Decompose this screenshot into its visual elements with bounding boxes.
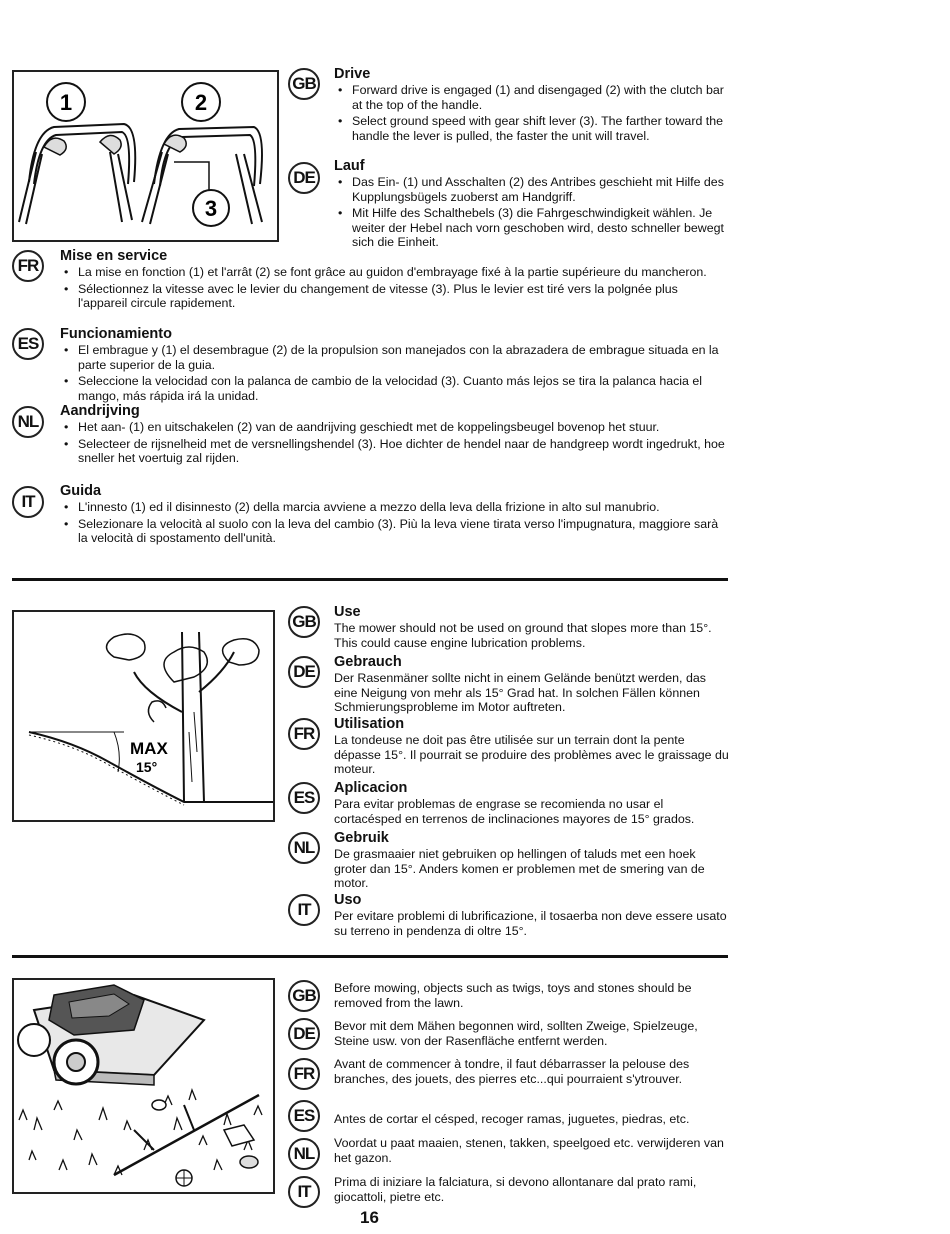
drive-nl-item: • Selecteer de rijsnelheid met de versnellingshendel (3). Hoe dichter de hendel naar de handgreep wordt ingedrukt, hoe sneller het voertuig zal rijden. bbox=[78, 437, 730, 466]
drive-de-title: Lauf bbox=[334, 158, 365, 174]
drive-es-item: • El embrague y (1) el desembrague (2) de la propulsion son manejados con la abrazadera de embrague situada en la parte superior de la guia. bbox=[78, 343, 730, 372]
lang-badge-de-prep: DE bbox=[288, 1018, 320, 1050]
drive-gb-item: • Select ground speed with gear shift lever (3). The farther toward the handle the lever is pulled, the faster the unit will travel. bbox=[352, 114, 729, 143]
lang-badge-fr-drive: FR bbox=[12, 250, 44, 282]
drive-nl-title: Aandrijving bbox=[60, 403, 140, 419]
angle-label: 15° bbox=[136, 759, 158, 775]
slope-figure bbox=[12, 610, 275, 822]
prep-it-block bbox=[334, 1175, 729, 1204]
use-fr-block bbox=[334, 716, 729, 777]
lang-badge-de-drive: DE bbox=[288, 162, 320, 194]
mower-lawn-illustration bbox=[14, 980, 273, 1192]
drive-fr-item: • La mise en fonction (1) et l'arrât (2) se font grâce au guidon d'embrayage fixé à la partie supérieure du mancheron. bbox=[78, 265, 730, 280]
use-es-block bbox=[334, 780, 729, 826]
use-de-title: Gebrauch bbox=[334, 654, 402, 670]
drive-fr-title: Mise en service bbox=[60, 248, 168, 264]
prep-de-block bbox=[334, 1019, 729, 1048]
drive-gb-item: • Forward drive is engaged (1) and disengaged (2) with the clutch bar at the top of the handle. bbox=[352, 83, 729, 112]
lang-badge-fr-prep: FR bbox=[288, 1058, 320, 1090]
lang-badge-gb-use: GB bbox=[288, 606, 320, 638]
lang-badge-fr-use: FR bbox=[288, 718, 320, 750]
use-gb-text: The mower should not be used on ground that slopes more than 15°. This could cause engine lubrication problems. bbox=[334, 621, 712, 650]
prep-fr-text: Avant de commencer à tondre, il faut débarrasser la pelouse des branches, des jouets, des pierres etc...qui pourraient s'ytrouver. bbox=[334, 1057, 690, 1086]
lang-badge-it-use: IT bbox=[288, 894, 320, 926]
handle-clutch-illustration bbox=[14, 72, 277, 240]
drive-it-item: • L'innesto (1) ed il disinnesto (2) della marcia avviene a mezzo della leva della frizione in alto sul manubrio. bbox=[78, 500, 730, 515]
prep-gb-text: Before mowing, objects such as twigs, toys and stones should be removed from the lawn. bbox=[334, 981, 692, 1010]
lang-badge-gb-drive: GB bbox=[288, 68, 320, 100]
prep-gb-block bbox=[334, 981, 729, 1010]
drive-it-title: Guida bbox=[60, 483, 102, 499]
prep-es-text: Antes de cortar el césped, recoger ramas, juguetes, piedras, etc. bbox=[334, 1112, 690, 1126]
label-1-text: 1 bbox=[59, 90, 73, 115]
drive-it-item: • Selezionare la velocità al suolo con la leva del cambio (3). Più la leva viene tirata verso l'impugnatura, maggiore sarà la velocità di spostamento dell'unità. bbox=[78, 517, 730, 546]
drive-fr-item: • Sélectionnez la vitesse avec le levier du changement de vitesse (3). Plus le levier est tiré vers la polgnée plus l'appareil circule rapidement. bbox=[78, 282, 730, 311]
label-2-text: 2 bbox=[194, 90, 208, 115]
prep-de-text: Bevor mit dem Mähen begonnen wird, sollten Zweige, Spielzeuge, Steine usw. von der Rasenfläche entfernt werden. bbox=[334, 1019, 698, 1048]
drive-nl-block bbox=[60, 403, 730, 468]
use-nl-block bbox=[334, 830, 729, 891]
lang-badge-es-use: ES bbox=[288, 782, 320, 814]
lang-badge-gb-prep: GB bbox=[288, 980, 320, 1012]
use-es-title: Aplicacion bbox=[334, 780, 408, 796]
use-gb-title: Use bbox=[334, 604, 361, 620]
drive-gb-block bbox=[334, 66, 729, 145]
page-number: 16 bbox=[360, 1208, 379, 1227]
lang-badge-es-drive: ES bbox=[12, 328, 44, 360]
lang-badge-nl-prep: NL bbox=[288, 1138, 320, 1170]
section-divider bbox=[12, 955, 728, 958]
drive-gb-title: Drive bbox=[334, 66, 371, 82]
drive-de-item: • Das Ein- (1) und Asschalten (2) des Antribes geschieht mit Hilfe des Kupplungsbügels zuoberst am Handgriff. bbox=[352, 175, 729, 204]
drive-figure bbox=[12, 70, 279, 242]
use-it-text: Per evitare problemi di lubrificazione, il tosaerba non deve essere usato su terreno in pendenza di oltre 15°. bbox=[334, 909, 727, 938]
drive-fr-block bbox=[60, 248, 730, 313]
prep-fr-block bbox=[334, 1057, 729, 1086]
drive-nl-item: • Het aan- (1) en uitschakelen (2) van de aandrijving geschiedt met de koppelingsbeugel bovenop het stuur. bbox=[78, 420, 730, 435]
lang-badge-es-prep: ES bbox=[288, 1100, 320, 1132]
use-de-text: Der Rasenmäner sollte nicht in einem Gelände benützt werden, das eine Neigung von mehr als 15° Grad hat. In solchen Fällen können Schmierungsprobleme im Motor auftreten. bbox=[334, 671, 706, 715]
lang-badge-nl-use: NL bbox=[288, 832, 320, 864]
use-fr-title: Utilisation bbox=[334, 716, 405, 732]
use-fr-text: La tondeuse ne doit pas être utilisée sur un terrain dont la pente dépasse 15°. Il pourrait se produire des problèmes avec le graissage du moteur. bbox=[334, 733, 729, 777]
drive-es-title: Funcionamiento bbox=[60, 326, 172, 342]
slope-tree-illustration bbox=[14, 612, 273, 820]
drive-es-item: • Seleccione la velocidad con la palanca de cambio de la velocidad (3). Cuanto más lejos se tira la palanca hacia el mango, más rápida irá la unidad. bbox=[78, 374, 730, 403]
use-nl-text: De grasmaaier niet gebruiken op hellingen of taluds met een hoek groter dan 15°. Anders komen er problemen met de smering van de motor. bbox=[334, 847, 705, 891]
lang-badge-it-prep: IT bbox=[288, 1176, 320, 1208]
max-label: MAX bbox=[130, 739, 168, 758]
use-it-title: Uso bbox=[334, 892, 362, 908]
use-gb-block bbox=[334, 604, 729, 650]
label-3-text: 3 bbox=[204, 196, 218, 221]
lawn-figure bbox=[12, 978, 275, 1194]
drive-de-block bbox=[334, 158, 729, 252]
use-de-block bbox=[334, 654, 729, 715]
drive-de-item: • Mit Hilfe des Schalthebels (3) die Fahrgeschwindigkeit wählen. Je weiter der Hebel nach vorn geschoben wird, desto schneller bewegt sich die Einheit. bbox=[352, 206, 729, 250]
prep-es-block bbox=[334, 1112, 729, 1127]
lang-badge-nl-drive: NL bbox=[12, 406, 44, 438]
drive-es-block bbox=[60, 326, 730, 405]
use-es-text: Para evitar problemas de engrase se recomienda no usar el cortacésped en terrenos de inclinaciones mayores de 15° grados. bbox=[334, 797, 695, 826]
use-nl-title: Gebruik bbox=[334, 830, 389, 846]
lang-badge-de-use: DE bbox=[288, 656, 320, 688]
use-it-block bbox=[334, 892, 729, 938]
prep-nl-text: Voordat u paat maaien, stenen, takken, speelgoed etc. verwijderen van het gazon. bbox=[334, 1136, 724, 1165]
drive-it-block bbox=[60, 483, 730, 548]
prep-it-text: Prima di iniziare la falciatura, si devono allontanare dal prato rami, giocattoli, pietre etc. bbox=[334, 1175, 697, 1204]
lang-badge-it-drive: IT bbox=[12, 486, 44, 518]
prep-nl-block bbox=[334, 1136, 729, 1165]
section-divider bbox=[12, 578, 728, 581]
